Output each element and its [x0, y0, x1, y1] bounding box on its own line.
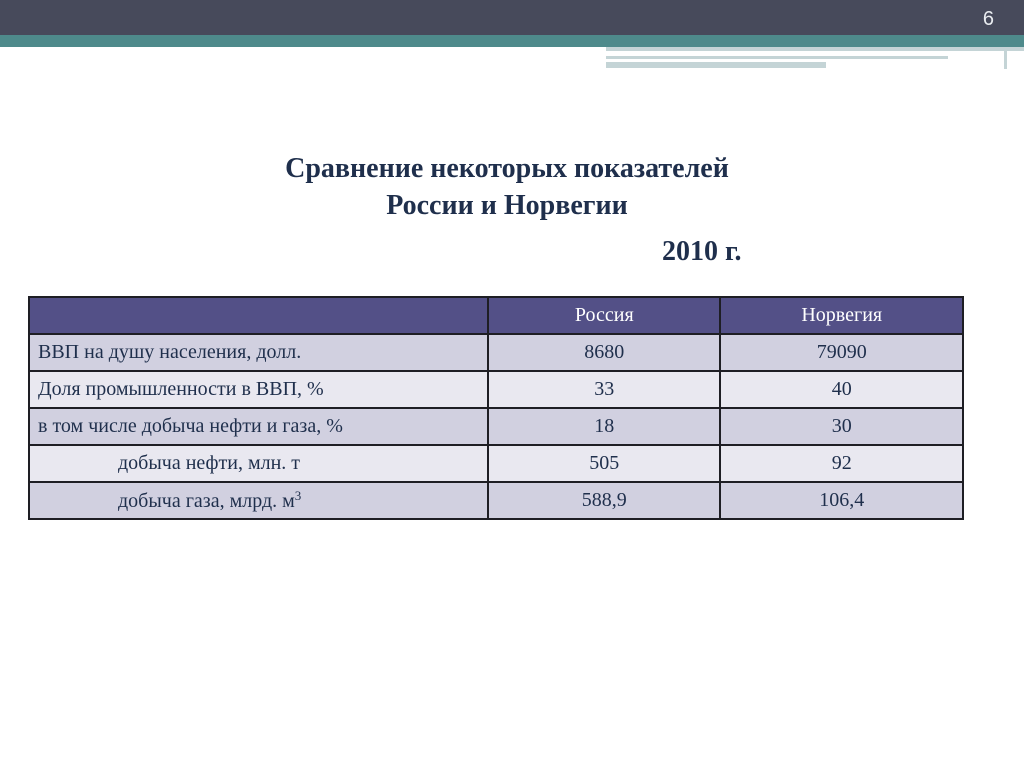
- row-label: ВВП на душу населения, долл.: [29, 334, 488, 371]
- header-band-dark: [0, 0, 1024, 35]
- header-stripe: [606, 62, 826, 68]
- table-header-row: [29, 297, 963, 334]
- column-header: [29, 297, 488, 334]
- comparison-table: [28, 296, 964, 520]
- table-row: [29, 482, 963, 519]
- cell-norway: 30: [720, 408, 963, 445]
- row-label: Доля промышленности в ВВП, %: [29, 371, 488, 408]
- slide-title: [0, 150, 1014, 224]
- column-header-russia: Россия: [488, 297, 720, 334]
- title-year: 2010 г.: [662, 236, 742, 267]
- header-band-accent: [0, 35, 1024, 47]
- title-line: России и Норвегии: [386, 190, 628, 221]
- cell-russia: 8680: [488, 334, 720, 371]
- table-row: [29, 408, 963, 445]
- cell-russia: 505: [488, 445, 720, 482]
- row-label: [29, 482, 488, 519]
- header-stripe: [606, 56, 948, 59]
- cell-norway: 106,4: [720, 482, 963, 519]
- row-label-superscript: 3: [294, 488, 302, 503]
- row-label: в том числе добыча нефти и газа, %: [29, 408, 488, 445]
- cell-russia: 588,9: [488, 482, 720, 519]
- cell-russia: 33: [488, 371, 720, 408]
- header-stripe-vertical: [1004, 47, 1007, 69]
- column-header-norway: Норвегия: [720, 297, 963, 334]
- row-label-text: добыча газа, млрд. м: [118, 490, 295, 512]
- cell-russia: 18: [488, 408, 720, 445]
- cell-norway: 40: [720, 371, 963, 408]
- table-row: [29, 334, 963, 371]
- title-line: Сравнение некоторых показателей: [285, 153, 729, 184]
- cell-norway: 79090: [720, 334, 963, 371]
- row-label: добыча нефти, млн. т: [29, 445, 488, 482]
- page-number: 6: [982, 8, 994, 30]
- table-row: [29, 445, 963, 482]
- header-stripe: [606, 47, 1024, 51]
- table-row: [29, 371, 963, 408]
- cell-norway: 92: [720, 445, 963, 482]
